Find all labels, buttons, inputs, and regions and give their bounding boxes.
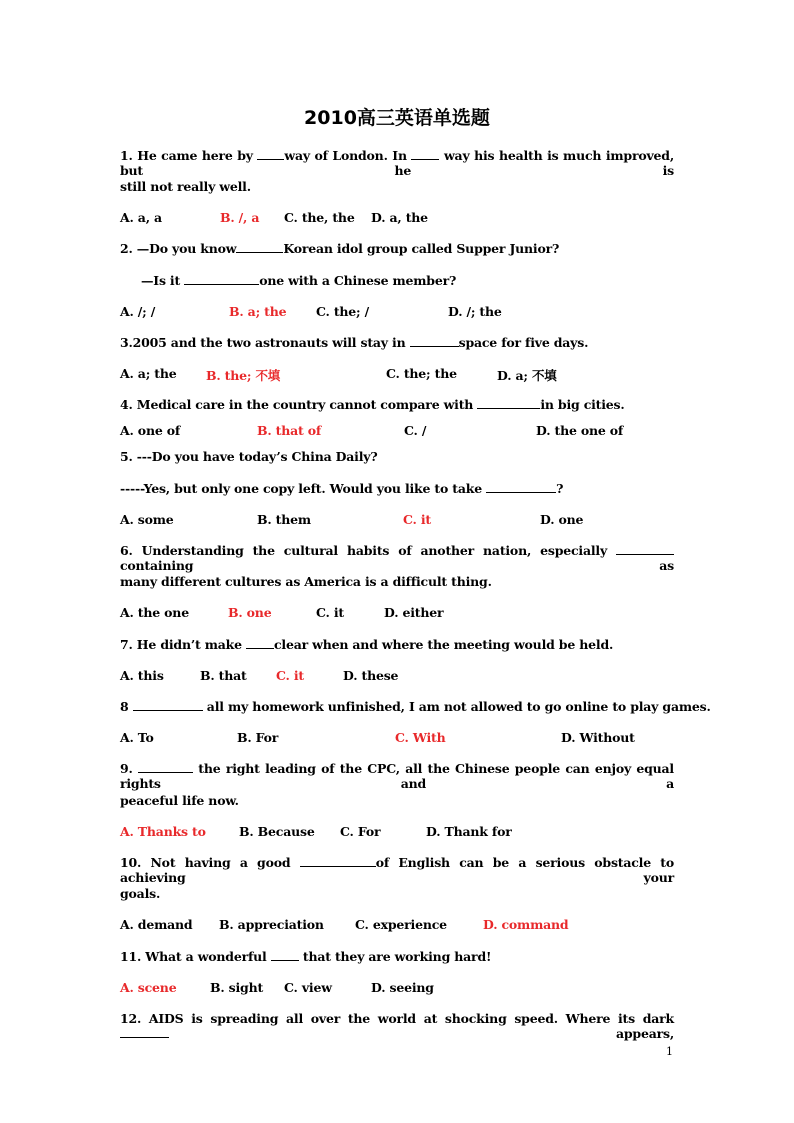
- question-2-line-1: 2. —Do you know Korean idol group called Supper Junior?: [120, 241, 560, 256]
- option-b: B. sight: [210, 980, 264, 995]
- question-11-line-1: 11. What a wonderful that they are working hard!: [120, 949, 492, 964]
- page-number: 1: [666, 1045, 673, 1058]
- option-c: C. /: [404, 423, 427, 438]
- option-b-correct: B. one: [228, 605, 272, 620]
- option-c-correct: C. it: [276, 668, 304, 683]
- option-a: A. To: [120, 730, 154, 745]
- option-a: A. a, a: [120, 210, 162, 225]
- answer-blank: [411, 148, 439, 160]
- option-a: A. /; /: [120, 304, 156, 319]
- option-c: C. the, the: [284, 210, 355, 225]
- option-b: B. them: [257, 512, 311, 527]
- question-text: way of London. In: [284, 148, 412, 163]
- option-b: B. Because: [239, 824, 315, 839]
- option-c: C. it: [316, 605, 344, 620]
- answer-blank: [271, 949, 299, 961]
- option-d: D. a, the: [371, 210, 428, 225]
- question-3-line-1: 3.2005 and the two astronauts will stay in space for five days.: [120, 335, 589, 350]
- option-d: D. Thank for: [426, 824, 512, 839]
- question-9-line-1: 9. the right leading of the CPC, all the Chinese people can enjoy equal rights and a: [120, 761, 674, 791]
- answer-blank: [236, 241, 283, 253]
- answer-blank: [184, 273, 259, 285]
- option-d: D. a; 不填: [497, 368, 557, 383]
- option-d: D. these: [343, 668, 399, 683]
- option-b: B. For: [237, 730, 279, 745]
- question-9-line-2: peaceful life now.: [120, 793, 239, 808]
- option-d: D. one: [540, 512, 584, 527]
- question-text: way his health is much improved, but he is: [120, 148, 674, 178]
- answer-blank: [246, 637, 274, 649]
- question-10-line-2: goals.: [120, 886, 161, 901]
- question-7-line-1: 7. He didn’t make clear when and where the meeting would be held.: [120, 637, 614, 652]
- option-d: D. either: [384, 605, 444, 620]
- option-d: D. the one of: [536, 423, 624, 438]
- question-4-line-1: 4. Medical care in the country cannot compare with in big cities.: [120, 397, 625, 412]
- option-b: B. appreciation: [219, 917, 324, 932]
- option-a-correct: A. scene: [120, 980, 177, 995]
- option-c-correct: C. With: [395, 730, 446, 745]
- question-8-line-1: 8 all my homework unfinished, I am not allowed to go online to play games.: [120, 699, 711, 714]
- option-c: C. view: [284, 980, 332, 995]
- option-c-correct: C. it: [403, 512, 431, 527]
- option-b-correct: B. that of: [257, 423, 322, 438]
- option-d-correct: D. command: [483, 917, 569, 932]
- question-6-line-1: 6. Understanding the cultural habits of another nation, especially containing as: [120, 543, 674, 573]
- option-a: A. some: [120, 512, 174, 527]
- question-10-line-1: 10. Not having a good of English can be a serious obstacle to achieving your: [120, 855, 674, 885]
- option-a: A. a; the: [120, 366, 177, 381]
- question-text: 1. He came here by: [120, 148, 258, 163]
- option-c: C. experience: [355, 917, 447, 932]
- option-c: C. For: [340, 824, 381, 839]
- question-12-line-1: 12. AIDS is spreading all over the world at shocking speed. Where its dark appears,: [120, 1011, 674, 1041]
- page-title: 2010高三英语单选题: [304, 107, 490, 129]
- option-d: D. seeing: [371, 980, 434, 995]
- option-a: A. this: [120, 668, 164, 683]
- option-a: A. the one: [120, 605, 189, 620]
- question-1-line-2: still not really well.: [120, 179, 251, 194]
- answer-blank: [486, 481, 556, 493]
- option-d: D. /; the: [448, 304, 502, 319]
- answer-blank: [133, 699, 203, 711]
- answer-blank: [477, 397, 540, 409]
- answer-blank: [300, 855, 376, 867]
- question-6-line-2: many different cultures as America is a difficult thing.: [120, 574, 492, 589]
- option-b: B. that: [200, 668, 247, 683]
- option-b-correct: B. the; 不填: [206, 368, 281, 383]
- option-a: A. demand: [120, 917, 193, 932]
- answer-blank: [410, 335, 459, 347]
- answer-blank: [120, 1026, 169, 1038]
- option-c: C. the; /: [316, 304, 369, 319]
- answer-blank: [138, 761, 193, 773]
- question-5-line-1: 5. ---Do you have today’s China Daily?: [120, 449, 378, 464]
- option-a: A. one of: [120, 423, 181, 438]
- option-c: C. the; the: [386, 366, 457, 381]
- answer-blank: [257, 148, 284, 160]
- question-5-line-2: -----Yes, but only one copy left. Would you like to take ?: [120, 481, 564, 496]
- option-d: D. Without: [561, 730, 635, 745]
- option-a-correct: A. Thanks to: [120, 824, 206, 839]
- option-b-correct: B. /, a: [220, 210, 260, 225]
- question-2-line-2: —Is it one with a Chinese member?: [141, 273, 457, 288]
- option-b-correct: B. a; the: [229, 304, 287, 319]
- question-1-line-1: [120, 148, 674, 178]
- answer-blank: [616, 543, 674, 555]
